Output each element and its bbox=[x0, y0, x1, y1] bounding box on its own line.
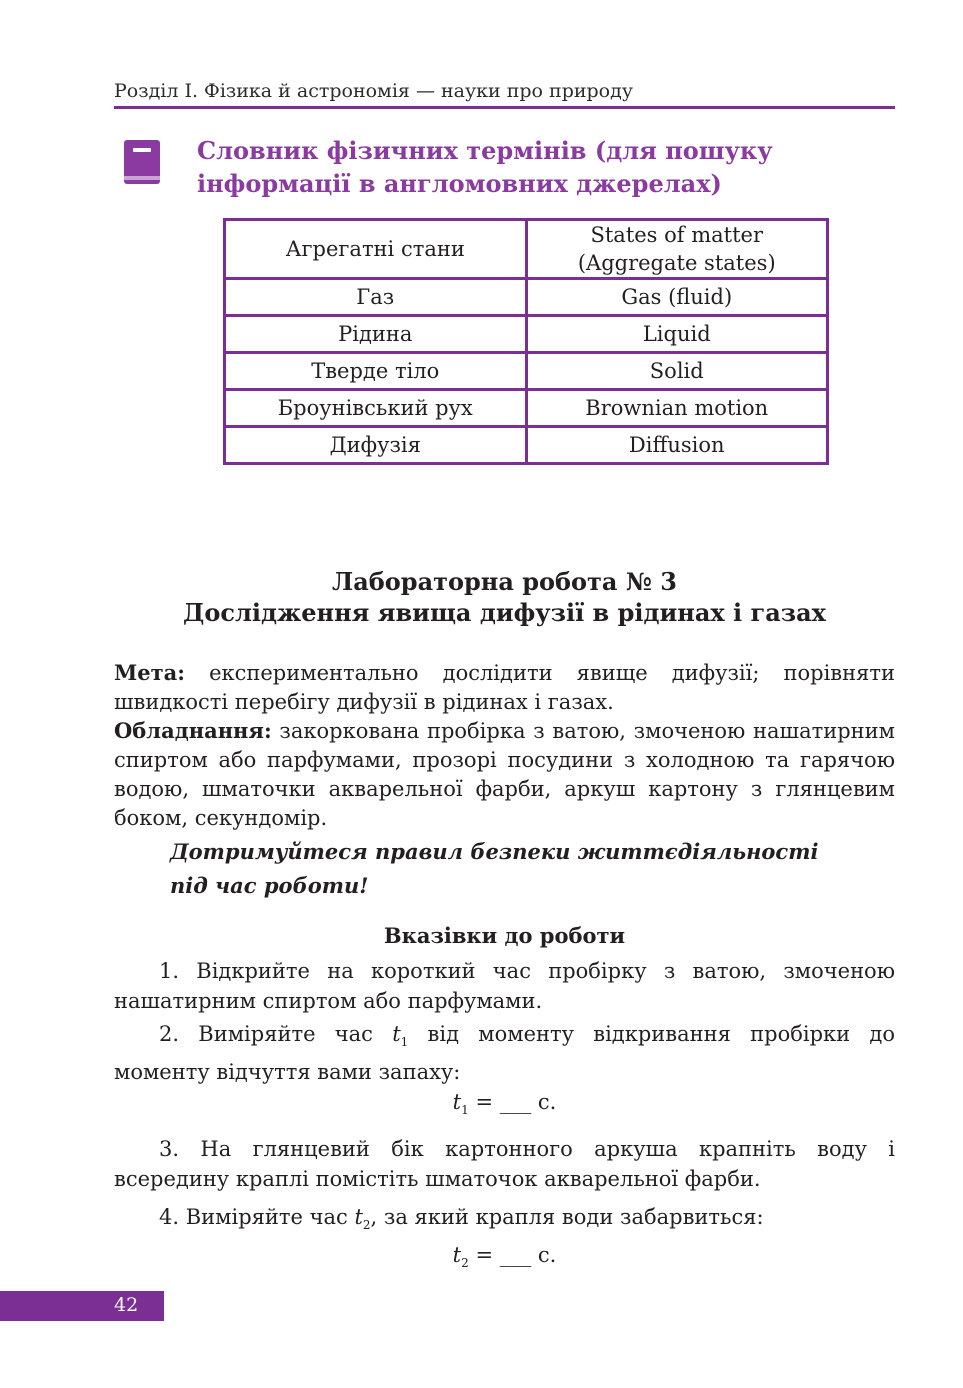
step2-text-b: від моменту відкривання пробірки до моменту відчуття вами запаху: bbox=[114, 1022, 895, 1085]
table-cell-en: Solid bbox=[526, 353, 828, 390]
table-cell-en: Brownian motion bbox=[526, 390, 828, 427]
safety-line1: Дотримуйтеся правил безпеки життєдіяльності bbox=[170, 839, 819, 864]
table-cell-uk: Тверде тіло bbox=[225, 353, 527, 390]
step4-var: t bbox=[354, 1205, 363, 1229]
equipment-text: закоркована пробірка з ватою, змоченою нашатирним спиртом або парфумами, прозорі посудини з холодною та гарячою водою, шматочки акварельної фарби, аркуш картону з глянцевим боком, секундомір. bbox=[114, 719, 895, 830]
table-cell-uk: Газ bbox=[225, 279, 527, 316]
formula1-sub: 1 bbox=[461, 1103, 469, 1118]
safety-line2: під час роботи! bbox=[170, 873, 369, 898]
step2-var: t bbox=[392, 1022, 401, 1046]
goal-label: Мета: bbox=[114, 660, 185, 685]
header-en-line2: (Aggregate states) bbox=[577, 251, 776, 275]
table-row bbox=[225, 353, 828, 390]
table-row bbox=[225, 427, 828, 464]
header-en-line1: States of matter bbox=[590, 223, 764, 247]
step4-text-a: 4. Виміряйте час bbox=[159, 1205, 355, 1229]
vocabulary-title: Словник фізичних термінів (для пошуку інформації в англомовних джерелах) bbox=[197, 136, 773, 198]
table-cell-uk: Рідина bbox=[225, 316, 527, 353]
formula2-sub: 2 bbox=[461, 1256, 469, 1271]
table-row bbox=[225, 390, 828, 427]
safety-notice bbox=[170, 835, 870, 903]
step2-text-a: 2. Виміряйте час bbox=[159, 1022, 393, 1046]
step-3: 3. На глянцевий бік картонного аркуша крапніть воду і всередину краплі помістіть шматочок акварельної фарби. bbox=[114, 1137, 895, 1191]
table-cell-uk: Броунівський рух bbox=[225, 390, 527, 427]
table-cell-en: Gas (fluid) bbox=[526, 279, 828, 316]
step4-sub: 2 bbox=[362, 1218, 371, 1233]
page-number-tab bbox=[0, 1291, 164, 1321]
formula2-var: t bbox=[452, 1243, 462, 1267]
page-number: 42 bbox=[114, 1294, 139, 1316]
table-cell-uk: Дифузія bbox=[225, 427, 527, 464]
step4-text-b: , за який крапля води забарвиться: bbox=[370, 1205, 764, 1229]
goal-paragraph bbox=[114, 658, 895, 717]
table-cell-en: Liquid bbox=[526, 316, 828, 353]
table-row bbox=[225, 279, 828, 316]
lab-title-line2: Дослідження явища дифузії в рідинах і газах bbox=[183, 598, 826, 627]
table-cell-en: Diffusion bbox=[526, 427, 828, 464]
glossary-table bbox=[223, 218, 829, 465]
formula1-rest: = ___ с. bbox=[468, 1090, 557, 1114]
equipment-label: Обладнання: bbox=[114, 718, 272, 743]
header-uk: Агрегатні стани bbox=[285, 237, 465, 261]
table-header-row bbox=[225, 220, 828, 279]
step2-sub: 1 bbox=[400, 1035, 409, 1050]
step-2 bbox=[114, 1019, 895, 1087]
formula2-rest: = ___ с. bbox=[468, 1243, 557, 1267]
table-cell-uk bbox=[225, 220, 527, 279]
instructions-title: Вказівки до роботи bbox=[383, 923, 626, 948]
formula-t2 bbox=[114, 1243, 895, 1270]
equipment-paragraph bbox=[114, 716, 895, 833]
book-icon bbox=[122, 138, 162, 186]
running-header: Розділ І. Фізика й астрономія — науки про природу bbox=[114, 80, 634, 102]
formula1-var: t bbox=[452, 1090, 462, 1114]
lab-title bbox=[114, 566, 895, 628]
lab-title-line1: Лабораторна робота № 3 bbox=[332, 567, 677, 596]
header-divider bbox=[114, 106, 895, 109]
step-1: 1. Відкрийте на короткий час пробірку з ватою, змоченою нашатирним спиртом або парфумами. bbox=[114, 959, 895, 1013]
goal-text: експериментально дослідити явище дифузії; порівняти швидкості перебігу дифузії в рідинах і газах. bbox=[114, 661, 895, 714]
table-cell-en bbox=[526, 220, 828, 279]
formula-t1 bbox=[114, 1090, 895, 1117]
table-row bbox=[225, 316, 828, 353]
step-4 bbox=[114, 1202, 895, 1240]
